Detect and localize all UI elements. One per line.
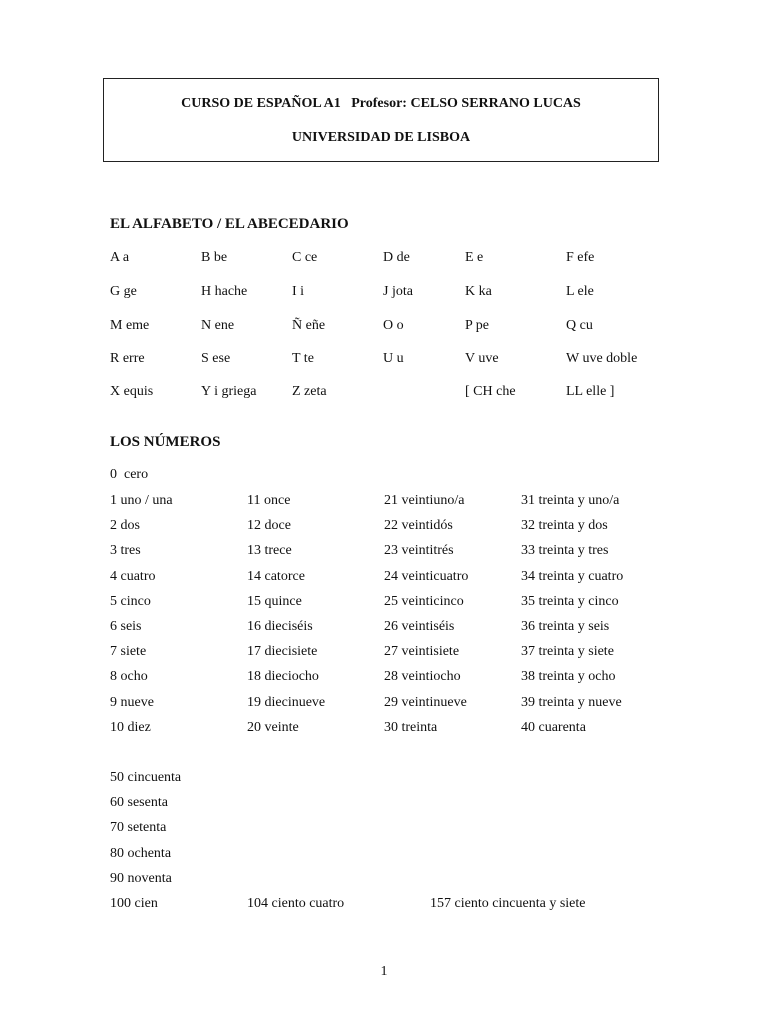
number-word: 17 diecisiete	[247, 644, 318, 660]
university-name: UNIVERSIDAD DE LISBOA	[291, 130, 471, 145]
number-word: 100 cien	[110, 896, 158, 911]
alphabet-letter: X equis	[110, 384, 154, 399]
number-word: 10 diez	[110, 719, 151, 735]
number-word: 38 treinta y ocho	[521, 669, 616, 685]
document-header-box	[103, 78, 659, 162]
number-word: 40 cuarenta	[521, 719, 586, 735]
number-word: 25 veinticinco	[384, 593, 464, 609]
number-word: 37 treinta y siete	[521, 644, 614, 660]
number-word: 20 veinte	[247, 719, 299, 735]
alphabet-title: EL ALFABETO / EL ABECEDARIO	[110, 216, 349, 232]
alphabet-letter: H hache	[201, 284, 248, 299]
alphabet-letter: T te	[292, 351, 314, 366]
number-word: 26 veintiséis	[384, 619, 455, 634]
number-word: 36 treinta y seis	[521, 619, 610, 634]
number-word: 39 treinta y nueve	[521, 694, 622, 710]
alphabet-letter: C ce	[292, 250, 318, 265]
number-word: 9 nueve	[110, 694, 154, 710]
number-word: 8 ocho	[110, 669, 148, 685]
number-word: 18 dieciocho	[247, 669, 319, 685]
number-word: 33 treinta y tres	[521, 543, 609, 559]
number-word: 104 ciento cuatro	[247, 896, 345, 911]
number-word: 29 veintinueve	[384, 694, 467, 710]
number-word: 27 veintisiete	[384, 644, 460, 660]
alphabet-letter: O o	[383, 318, 404, 333]
number-word: 30 treinta	[384, 719, 438, 735]
number-word: 1 uno / una	[110, 493, 173, 508]
number-word: 60 sesenta	[110, 795, 168, 811]
alphabet-letter: D de	[383, 250, 410, 265]
number-word: 80 ochenta	[110, 845, 172, 861]
alphabet-letter: Z zeta	[292, 384, 327, 399]
alphabet-letter: [ CH che	[465, 384, 516, 399]
alphabet-letter: B be	[201, 250, 228, 265]
alphabet-letter: I i	[292, 284, 305, 299]
alphabet-letter: R erre	[110, 351, 145, 366]
number-word: 4 cuatro	[110, 568, 156, 584]
alphabet-letter: Ñ eñe	[292, 318, 326, 333]
number-word: 70 setenta	[110, 820, 167, 836]
alphabet-letter: M eme	[110, 318, 150, 333]
alphabet-letter: G ge	[110, 284, 137, 299]
alphabet-letter: W uve doble	[566, 351, 638, 366]
number-word: 15 quince	[247, 593, 302, 609]
number-word: 16 dieciséis	[247, 619, 313, 634]
number-word: 13 trece	[247, 543, 292, 559]
number-word: 34 treinta y cuatro	[521, 568, 624, 584]
number-word: 6 seis	[110, 619, 142, 634]
number-word: 32 treinta y dos	[521, 518, 608, 534]
alphabet-letter: U u	[383, 351, 404, 366]
numbers-title: LOS NÚMEROS	[110, 434, 221, 450]
number-word: 2 dos	[110, 518, 140, 534]
number-word: 19 diecinueve	[247, 694, 326, 710]
number-word: 31 treinta y uno/a	[521, 493, 620, 508]
alphabet-letter: A a	[110, 250, 130, 265]
number-word: 28 veintiocho	[384, 669, 461, 685]
number-word: 24 veinticuatro	[384, 568, 469, 584]
number-word: 5 cinco	[110, 593, 151, 609]
number-word: 22 veintidós	[384, 518, 453, 534]
number-word: 21 veintiuno/a	[384, 493, 465, 508]
alphabet-letter: E e	[465, 250, 484, 265]
number-word: 11 once	[247, 493, 291, 508]
alphabet-letter: V uve	[465, 351, 499, 366]
alphabet-letter: P pe	[465, 318, 489, 333]
page-number: 1	[380, 964, 388, 979]
alphabet-letter: N ene	[201, 318, 235, 333]
alphabet-letter: K ka	[465, 284, 492, 299]
number-word: 23 veintitrés	[384, 543, 454, 559]
number-zero: 0 cero	[110, 467, 149, 482]
alphabet-letter: F efe	[566, 250, 595, 265]
alphabet-letter: LL elle ]	[566, 384, 615, 399]
number-word: 157 ciento cincuenta y siete	[430, 896, 586, 911]
number-word: 14 catorce	[247, 568, 305, 584]
number-word: 7 siete	[110, 644, 147, 660]
number-word: 3 tres	[110, 543, 141, 559]
alphabet-letter: Y i griega	[201, 384, 257, 399]
alphabet-letter: J jota	[383, 284, 413, 299]
number-word: 50 cincuenta	[110, 770, 182, 785]
number-word: 12 doce	[247, 518, 291, 534]
number-word: 35 treinta y cinco	[521, 593, 619, 609]
alphabet-letter: Q cu	[566, 318, 593, 333]
alphabet-letter: S ese	[201, 351, 231, 366]
alphabet-letter: L ele	[566, 284, 594, 299]
course-title: CURSO DE ESPAÑOL A1 Profesor: CELSO SERRANO LUCAS	[181, 96, 581, 111]
number-word: 90 noventa	[110, 870, 172, 886]
